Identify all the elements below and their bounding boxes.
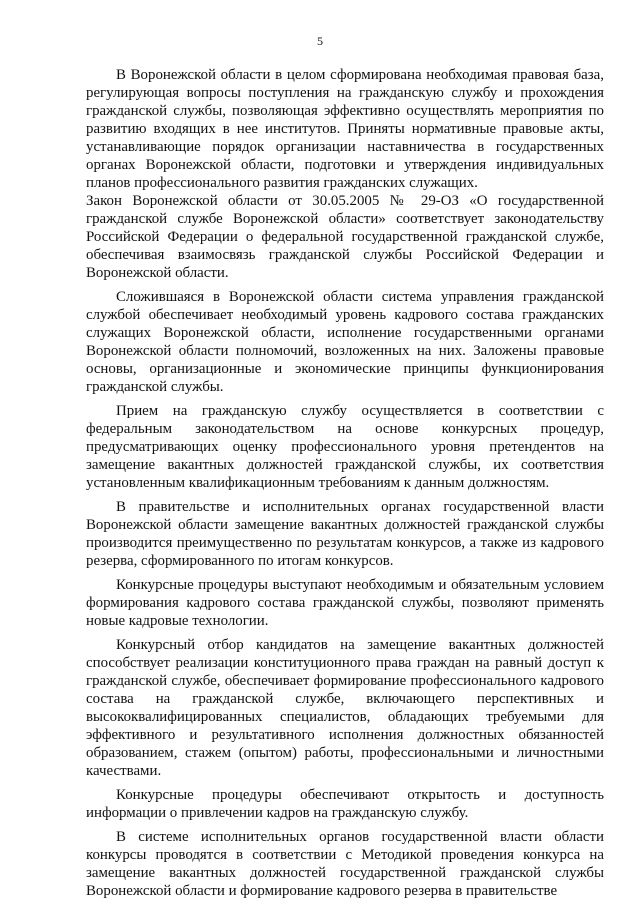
paragraph-management-system: Сложившаяся в Воронежской области система управления гражданской службой обеспечивает необходимый уровень кадрового состава гражданских служащих Воронежской области, исполнение государственными органами Воронежской области полномочий, возложенных на них. Заложены правовые основы, организационные и экономические принципы функционирования гражданской службы.	[86, 289, 604, 395]
document-body	[86, 66, 604, 906]
paragraph-admission: Прием на гражданскую службу осуществляется в соответствии с федеральным законодательством на основе конкурсных процедур, предусматривающих оценку профессионального уровня претендентов на замещение вакантных должностей гражданской службы, их соответствия установленным квалификационным требованиям к данным должностям.	[86, 403, 604, 491]
page-number: 5	[317, 34, 323, 48]
paragraph-vacancy-filling: В правительстве и исполнительных органах государственной власти Воронежской области замещение вакантных должностей гражданской службы производится преимущественно по результатам конкурсов, а также из кадрового резерва, сформированного по итогам конкурсов.	[86, 499, 604, 569]
paragraph-legal-base: В Воронежской области в целом сформирована необходимая правовая база, регулирующая вопросы поступления на гражданскую службу и прохождения гражданской службы, позволяющая эффективно осуществлять мероприятия по развитию входящих в нее институтов. Приняты нормативные правовые акты, устанавливающие порядок организации наставничества в государственных органах Воронежской области, подготовки и утверждения индивидуальных планов профессионального развития гражданских служащих.	[86, 67, 604, 191]
paragraph-openness: Конкурсные процедуры обеспечивают открытость и доступность информации о привлечении кадров на гражданскую службу.	[86, 787, 604, 821]
paragraph-competitive-selection: Конкурсный отбор кандидатов на замещение вакантных должностей способствует реализации конституционного права граждан на равный доступ к гражданской службе, обеспечивает формирование профессионального кадрового состава на гражданской службе, включающего перспективных и высококвалифицированных специалистов, обладающих требуемыми для эффективного и результативного исполнения должностных обязанностей образованием, стажем (опытом) работы, профессиональными и личностными качествами.	[86, 637, 604, 779]
paragraph-methodology: В системе исполнительных органов государственной власти области конкурсы проводятся в соответствии с Методикой проведения конкурса на замещение вакантных должностей государственной гражданской службы Воронежской области и формирование кадрового резерва в правительстве	[86, 829, 604, 899]
paragraph-regional-law: Закон Воронежской области от 30.05.2005 № 29-ОЗ «О государственной гражданской службе Воронежской области» соответствует законодательству Российской Федерации о федеральной государственной гражданской службе, обеспечивая взаимосвязь гражданской службы Российской Федерации и Воронежской области.	[86, 193, 604, 281]
paragraph-competitive-procedures: Конкурсные процедуры выступают необходимым и обязательным условием формирования кадрового состава гражданской службы, позволяют применять новые кадровые технологии.	[86, 577, 604, 629]
